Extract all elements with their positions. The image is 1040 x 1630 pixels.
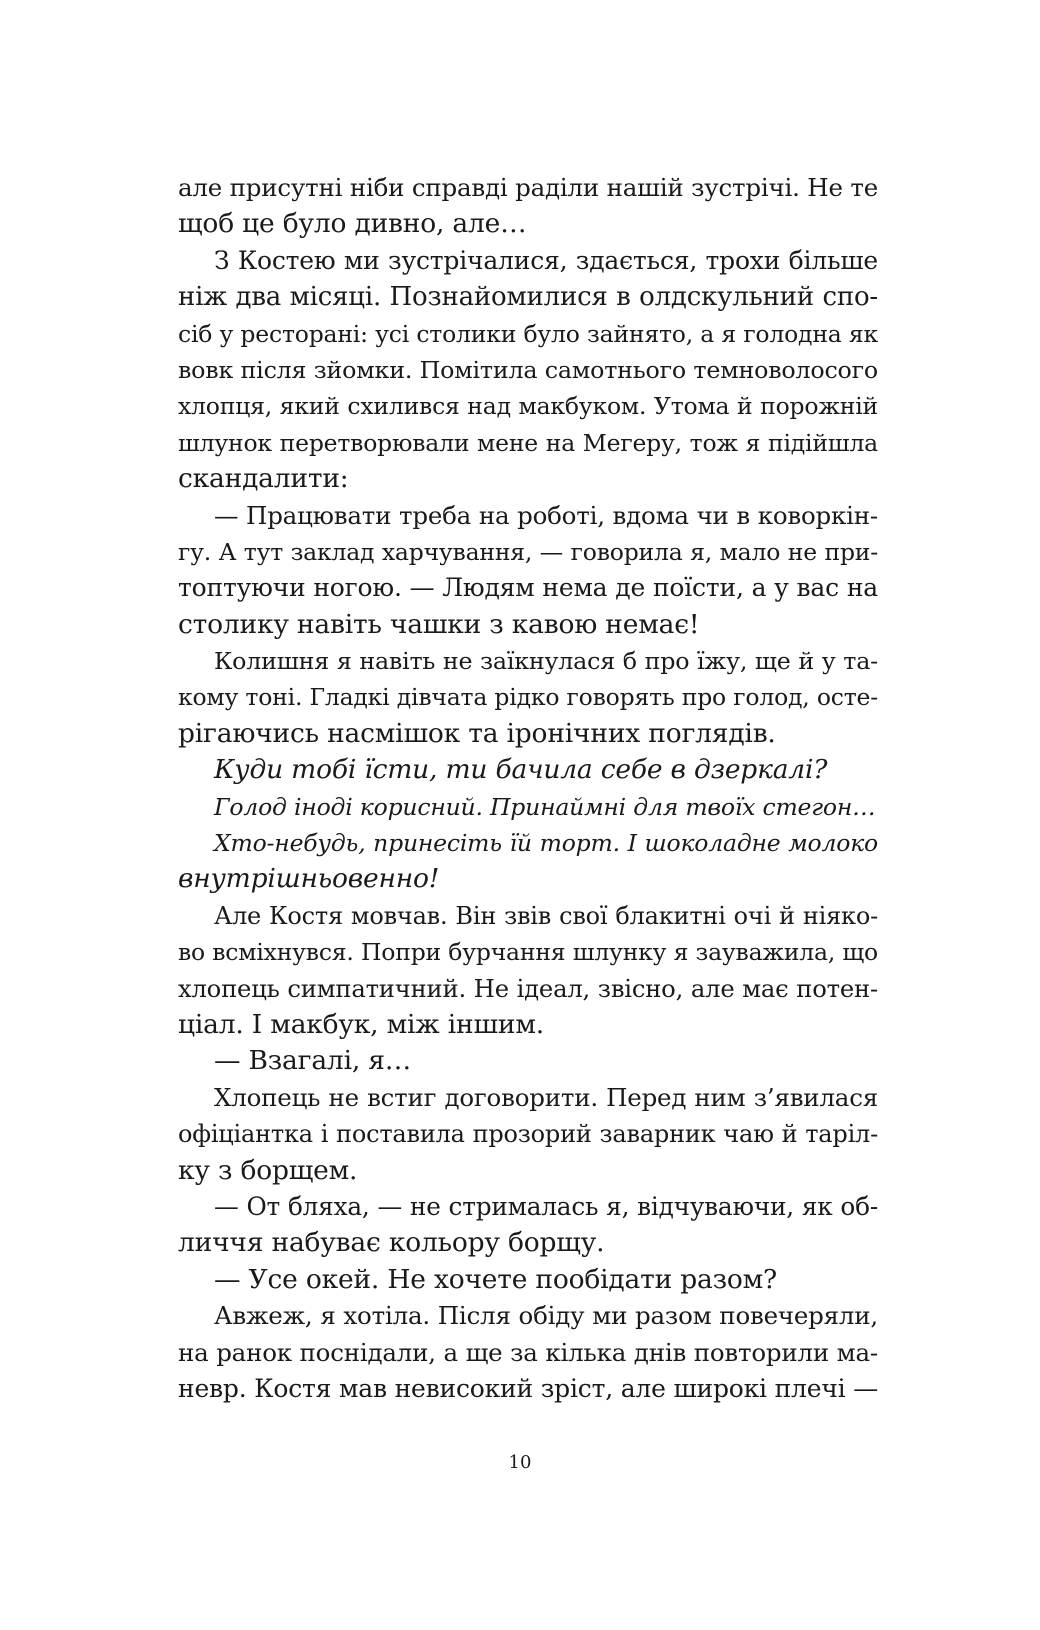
text-line: сіб у ресторані: усі столики було зайнято, а я голодна як (178, 319, 878, 348)
text-line: вовк після зйомки. Помітила самотнього темноволосого (178, 355, 878, 384)
text-line: гу. А тут заклад харчування, — говорила я, мало не при- (178, 537, 878, 566)
text-line: щоб це було дивно, але… (178, 208, 527, 240)
text-line: ніж два місяці. Познайомилися в олдскульний спо- (178, 282, 878, 313)
text-line: — Взагалі, я… (214, 1045, 412, 1077)
italic-text-line: Хто-небудь, принесіть їй торт. І шоколадне молоко (214, 829, 878, 858)
text-line: топтуючи ногою. — Людям нема де поїсти, а у вас на (178, 573, 878, 603)
text-line: З Костею ми зустрічалися, здається, трохи більше (214, 245, 878, 275)
text-line: ку з борщем. (178, 1154, 358, 1186)
text-line: Хлопець не встиг договорити. Перед ним з’явилася (214, 1082, 878, 1112)
italic-text-line: Голод іноді корисний. Принаймні для твоїх стегон… (214, 792, 876, 821)
text-line: столику навіть чашки з кавою немає! (178, 608, 700, 640)
text-line: Колишня я навіть не заїкнулася б про їжу, ще й у та- (214, 647, 878, 676)
text-line: — Усе окей. Не хочете пообідати разом? (214, 1263, 778, 1295)
text-line: рігаючись насмішок та іронічних поглядів. (178, 717, 776, 749)
text-line: Але Костя мовчав. Він звів свої блакитні очі й ніяко- (214, 901, 878, 930)
italic-text-line: внутрішньовенно! (178, 863, 440, 895)
text-line: — Працювати треба на роботі, вдома чи в коворкін- (214, 500, 878, 530)
text-line: невр. Костя мав невисокий зріст, але широкі плечі — (178, 1373, 878, 1403)
text-line: скандалити: (178, 463, 349, 495)
text-line: але присутні ніби справді раділи нашій зустрічі. Не те (178, 173, 878, 202)
text-line: офіціантка і поставила прозорий заварник чаю й таріл- (178, 1120, 878, 1149)
text-line: на ранок поснідали, а ще за кілька днів повторили ма- (178, 1337, 878, 1367)
text-line: ціал. І макбук, між іншим. (178, 1008, 544, 1040)
italic-text-line: Куди тобі їсти, ти бачила себе в дзеркалі? (214, 754, 828, 786)
text-line: хлопця, який схилився над макбуком. Утома й порожній (178, 392, 878, 421)
book-page-text (178, 170, 878, 1407)
text-line: — От бляха, — не стрималась я, відчуваючи, як об- (214, 1191, 878, 1221)
page-number: 10 (508, 1452, 532, 1473)
text-line: шлунок перетворювали мене на Мегеру, тож я підійшла (178, 428, 878, 457)
text-line: личчя набуває кольору борщу. (178, 1227, 605, 1259)
text-line: Авжеж, я хотіла. Після обіду ми разом повечеряли, (214, 1301, 878, 1331)
text-line: во всміхнувся. Попри бурчання шлунку я зауважила, що (178, 938, 878, 967)
text-line: хлопець симпатичний. Не ідеал, звісно, але має потен- (178, 973, 878, 1003)
text-line: кому тоні. Гладкі дівчата рідко говорять про голод, осте- (178, 683, 878, 712)
